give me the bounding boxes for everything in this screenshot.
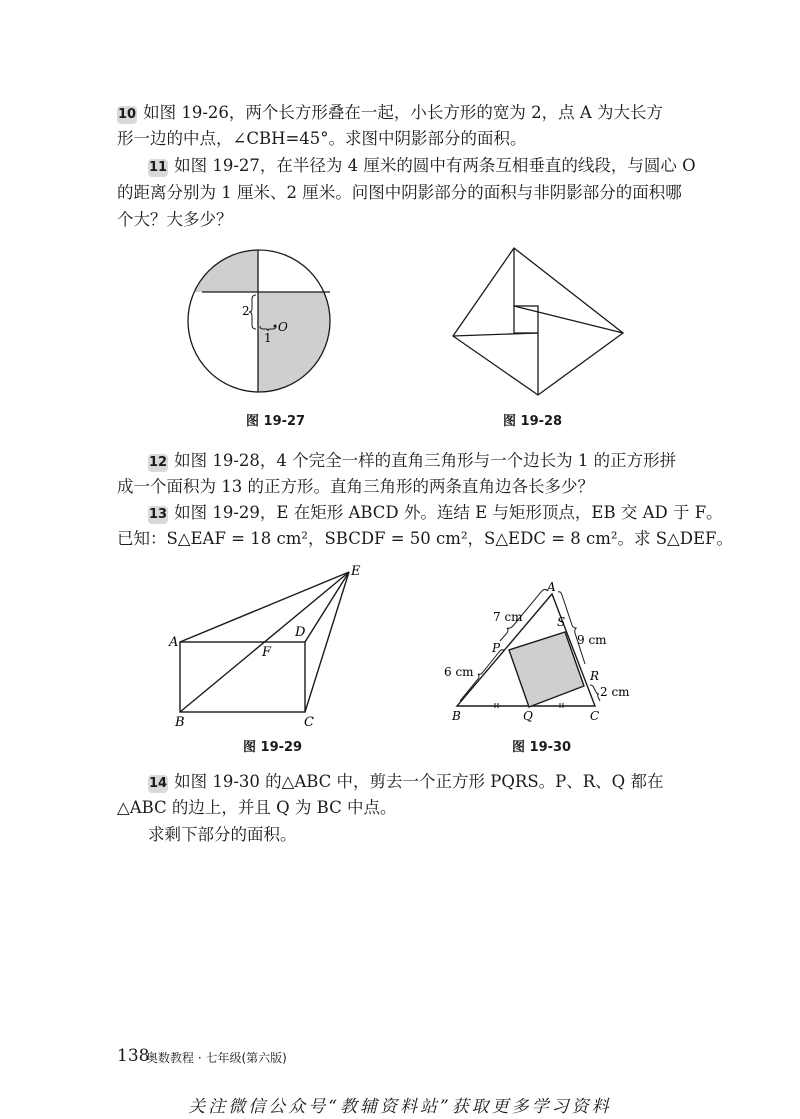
problem-12-line-1: 12 如图 19-28，4 个完全一样的直角三角形与一个边长为 1 的正方形拼 <box>149 451 677 470</box>
page-number: 138 <box>117 1046 150 1066</box>
label-b: B <box>452 709 461 723</box>
problem-number-12: 12 <box>149 455 168 470</box>
problem-number-11: 11 <box>149 160 168 175</box>
label-1: 1 <box>264 331 272 345</box>
length-9cm: 9 cm <box>577 633 607 647</box>
length-2cm: 2 cm <box>600 685 630 699</box>
problem-14-line-2: △ABC 的边上，并且 Q 为 BC 中点。 <box>117 798 397 817</box>
label-d: D <box>295 625 306 640</box>
book-title: 奥数教程 · 七年级(第六版) <box>146 1051 287 1065</box>
problem-10-line-1: 10 如图 19-26，两个长方形叠在一起，小长方形的宽为 2，点 A 为大长方 <box>118 103 664 122</box>
caption-19-30: 图 19-30 <box>512 740 572 755</box>
label-c: C <box>304 715 314 730</box>
label-f: F <box>262 645 272 660</box>
caption-19-28: 图 19-28 <box>503 414 563 429</box>
label-a: A <box>547 580 556 594</box>
label-q: Q <box>523 709 533 723</box>
length-7cm: 7 cm <box>493 610 523 624</box>
problem-number-14: 14 <box>149 776 168 791</box>
problem-10-line-2: 形一边的中点，∠CBH=45°。求图中阴影部分的面积。 <box>117 129 527 148</box>
caption-19-29: 图 19-29 <box>243 740 303 755</box>
label-2: 2 <box>242 304 250 318</box>
label-r: R <box>590 669 600 683</box>
problem-14-line-3: 求剩下部分的面积。 <box>148 825 297 844</box>
problem-13-line-2: 已知：S△EAF = 18 cm²，SBCDF = 50 cm²，S△EDC = 8 cm²。求 S△DEF。 <box>117 529 733 548</box>
figure-19-30 <box>440 580 630 725</box>
watermark-text: 关注微信公众号“教辅资料站”获取更多学习资料 <box>188 1097 612 1117</box>
figure-19-27 <box>190 240 340 410</box>
shaded-region-bottom-right <box>258 292 348 412</box>
problem-12-line-2: 成一个面积为 13 的正方形。直角三角形的两条直角边各长多少？ <box>117 477 594 496</box>
label-s: S <box>557 615 566 629</box>
problem-11-line-1: 11 如图 19-27，在半径为 4 厘米的圆中有两条互相垂直的线段，与圆心 O <box>149 156 696 175</box>
label-a: A <box>169 635 179 650</box>
problem-number-10: 10 <box>118 107 137 122</box>
problem-number-13: 13 <box>149 507 168 522</box>
problem-13-line-1: 13 如图 19-29，E 在矩形 ABCD 外。连结 E 与矩形顶点，EB 交 AD 于 F。 <box>149 503 723 522</box>
label-e: E <box>351 564 361 579</box>
label-c: C <box>590 709 600 723</box>
label-b: B <box>175 715 185 730</box>
caption-19-27: 图 19-27 <box>246 414 306 429</box>
problem-11-line-3: 个大？大多少？ <box>117 210 233 229</box>
label-p: P <box>492 641 501 655</box>
square-pqrs <box>509 632 584 707</box>
length-6cm: 6 cm <box>444 665 474 679</box>
problem-14-line-1: 14 如图 19-30 的△ABC 中，剪去一个正方形 PQRS。P、R、Q 都在 <box>149 772 664 791</box>
label-o: O <box>278 320 288 334</box>
shaded-region-top-left <box>185 240 258 292</box>
problem-11-line-2: 的距离分别为 1 厘米、2 厘米。问图中阴影部分的面积与非阴影部分的面积哪 <box>117 183 682 202</box>
figure-19-29 <box>165 562 375 732</box>
figure-19-28 <box>448 245 628 400</box>
